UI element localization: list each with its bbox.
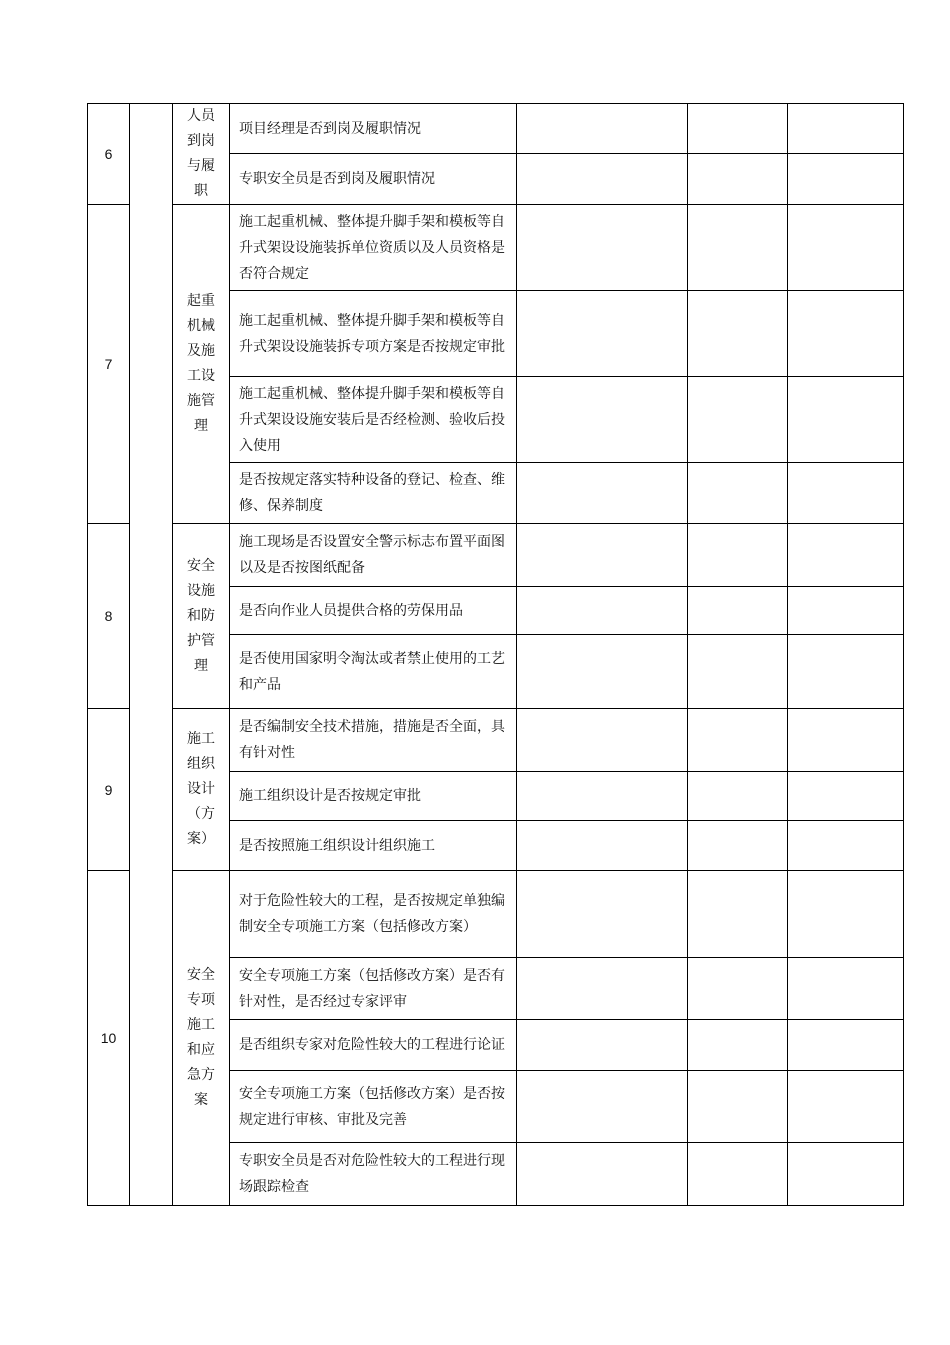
blank-cell[interactable]	[688, 463, 788, 524]
row-number: 8	[88, 524, 130, 709]
blank-cell[interactable]	[688, 958, 788, 1020]
table-row	[88, 104, 904, 154]
category-cell	[173, 871, 230, 1206]
blank-cell[interactable]	[788, 587, 904, 635]
blank-cell[interactable]	[788, 154, 904, 205]
blank-cell[interactable]	[788, 958, 904, 1020]
category-cell	[173, 524, 230, 709]
category-cell	[173, 104, 230, 205]
category-label: 安全设施和防护管理	[186, 557, 215, 674]
blank-cell[interactable]	[517, 291, 688, 377]
category-label: 施工组织设计（方案）	[186, 731, 215, 847]
blank-cell[interactable]	[517, 1071, 688, 1143]
check-item: 施工组织设计是否按规定审批	[230, 772, 517, 821]
blank-cell[interactable]	[788, 709, 904, 772]
check-item: 是否按照施工组织设计组织施工	[230, 821, 517, 871]
blank-cell[interactable]	[517, 871, 688, 958]
table-row	[88, 709, 904, 772]
table-row	[88, 871, 904, 958]
blank-cell[interactable]	[788, 635, 904, 709]
blank-cell[interactable]	[688, 1020, 788, 1071]
blank-cell[interactable]	[688, 104, 788, 154]
check-item: 是否编制安全技术措施，措施是否全面，具有针对性	[230, 709, 517, 772]
blank-cell[interactable]	[517, 377, 688, 463]
blank-cell[interactable]	[688, 1143, 788, 1206]
check-item: 是否向作业人员提供合格的劳保用品	[230, 587, 517, 635]
check-item: 施工起重机械、整体提升脚手架和模板等自升式架设设施装拆专项方案是否按规定审批	[230, 291, 517, 377]
category-label: 起重机械及施工设施管理	[186, 293, 215, 434]
spine-column	[130, 104, 173, 1206]
blank-cell[interactable]	[688, 205, 788, 291]
blank-cell[interactable]	[788, 871, 904, 958]
check-item: 项目经理是否到岗及履职情况	[230, 104, 517, 154]
check-item: 专职安全员是否到岗及履职情况	[230, 154, 517, 205]
category-label: 安全专项施工和应急方案	[186, 967, 215, 1108]
blank-cell[interactable]	[788, 1071, 904, 1143]
blank-cell[interactable]	[517, 1020, 688, 1071]
category-cell	[173, 205, 230, 524]
check-item: 专职安全员是否对危险性较大的工程进行现场跟踪检查	[230, 1143, 517, 1206]
blank-cell[interactable]	[517, 709, 688, 772]
check-item: 施工起重机械、整体提升脚手架和模板等自升式架设设施安装后是否经检测、验收后投入使用	[230, 377, 517, 463]
inspection-table	[87, 103, 904, 1206]
blank-cell[interactable]	[788, 377, 904, 463]
blank-cell[interactable]	[688, 635, 788, 709]
blank-cell[interactable]	[688, 772, 788, 821]
category-cell	[173, 709, 230, 871]
blank-cell[interactable]	[517, 205, 688, 291]
blank-cell[interactable]	[517, 1143, 688, 1206]
check-item: 对于危险性较大的工程，是否按规定单独编制安全专项施工方案（包括修改方案）	[230, 871, 517, 958]
blank-cell[interactable]	[788, 463, 904, 524]
blank-cell[interactable]	[517, 958, 688, 1020]
blank-cell[interactable]	[688, 871, 788, 958]
check-item: 施工起重机械、整体提升脚手架和模板等自升式架设设施装拆单位资质以及人员资格是否符合规定	[230, 205, 517, 291]
blank-cell[interactable]	[517, 635, 688, 709]
category-label: 人员到岗与履职	[186, 108, 215, 199]
blank-cell[interactable]	[688, 524, 788, 587]
check-item: 安全专项施工方案（包括修改方案）是否有针对性，是否经过专家评审	[230, 958, 517, 1020]
blank-cell[interactable]	[788, 291, 904, 377]
check-item: 是否组织专家对危险性较大的工程进行论证	[230, 1020, 517, 1071]
blank-cell[interactable]	[788, 205, 904, 291]
blank-cell[interactable]	[517, 154, 688, 205]
blank-cell[interactable]	[688, 821, 788, 871]
check-item: 是否按规定落实特种设备的登记、检查、维修、保养制度	[230, 463, 517, 524]
row-number: 7	[88, 205, 130, 524]
row-number: 6	[88, 104, 130, 205]
row-number: 9	[88, 709, 130, 871]
blank-cell[interactable]	[517, 772, 688, 821]
blank-cell[interactable]	[688, 587, 788, 635]
blank-cell[interactable]	[788, 821, 904, 871]
blank-cell[interactable]	[517, 104, 688, 154]
check-item: 安全专项施工方案（包括修改方案）是否按规定进行审核、审批及完善	[230, 1071, 517, 1143]
blank-cell[interactable]	[517, 587, 688, 635]
blank-cell[interactable]	[688, 709, 788, 772]
blank-cell[interactable]	[688, 291, 788, 377]
check-item: 是否使用国家明令淘汰或者禁止使用的工艺和产品	[230, 635, 517, 709]
blank-cell[interactable]	[688, 1071, 788, 1143]
blank-cell[interactable]	[688, 377, 788, 463]
blank-cell[interactable]	[517, 821, 688, 871]
blank-cell[interactable]	[788, 772, 904, 821]
row-number: 10	[88, 871, 130, 1206]
blank-cell[interactable]	[517, 524, 688, 587]
blank-cell[interactable]	[788, 1143, 904, 1206]
blank-cell[interactable]	[517, 463, 688, 524]
blank-cell[interactable]	[688, 154, 788, 205]
blank-cell[interactable]	[788, 104, 904, 154]
table-row	[88, 205, 904, 291]
table-row	[88, 524, 904, 587]
check-item: 施工现场是否设置安全警示标志布置平面图以及是否按图纸配备	[230, 524, 517, 587]
blank-cell[interactable]	[788, 524, 904, 587]
blank-cell[interactable]	[788, 1020, 904, 1071]
